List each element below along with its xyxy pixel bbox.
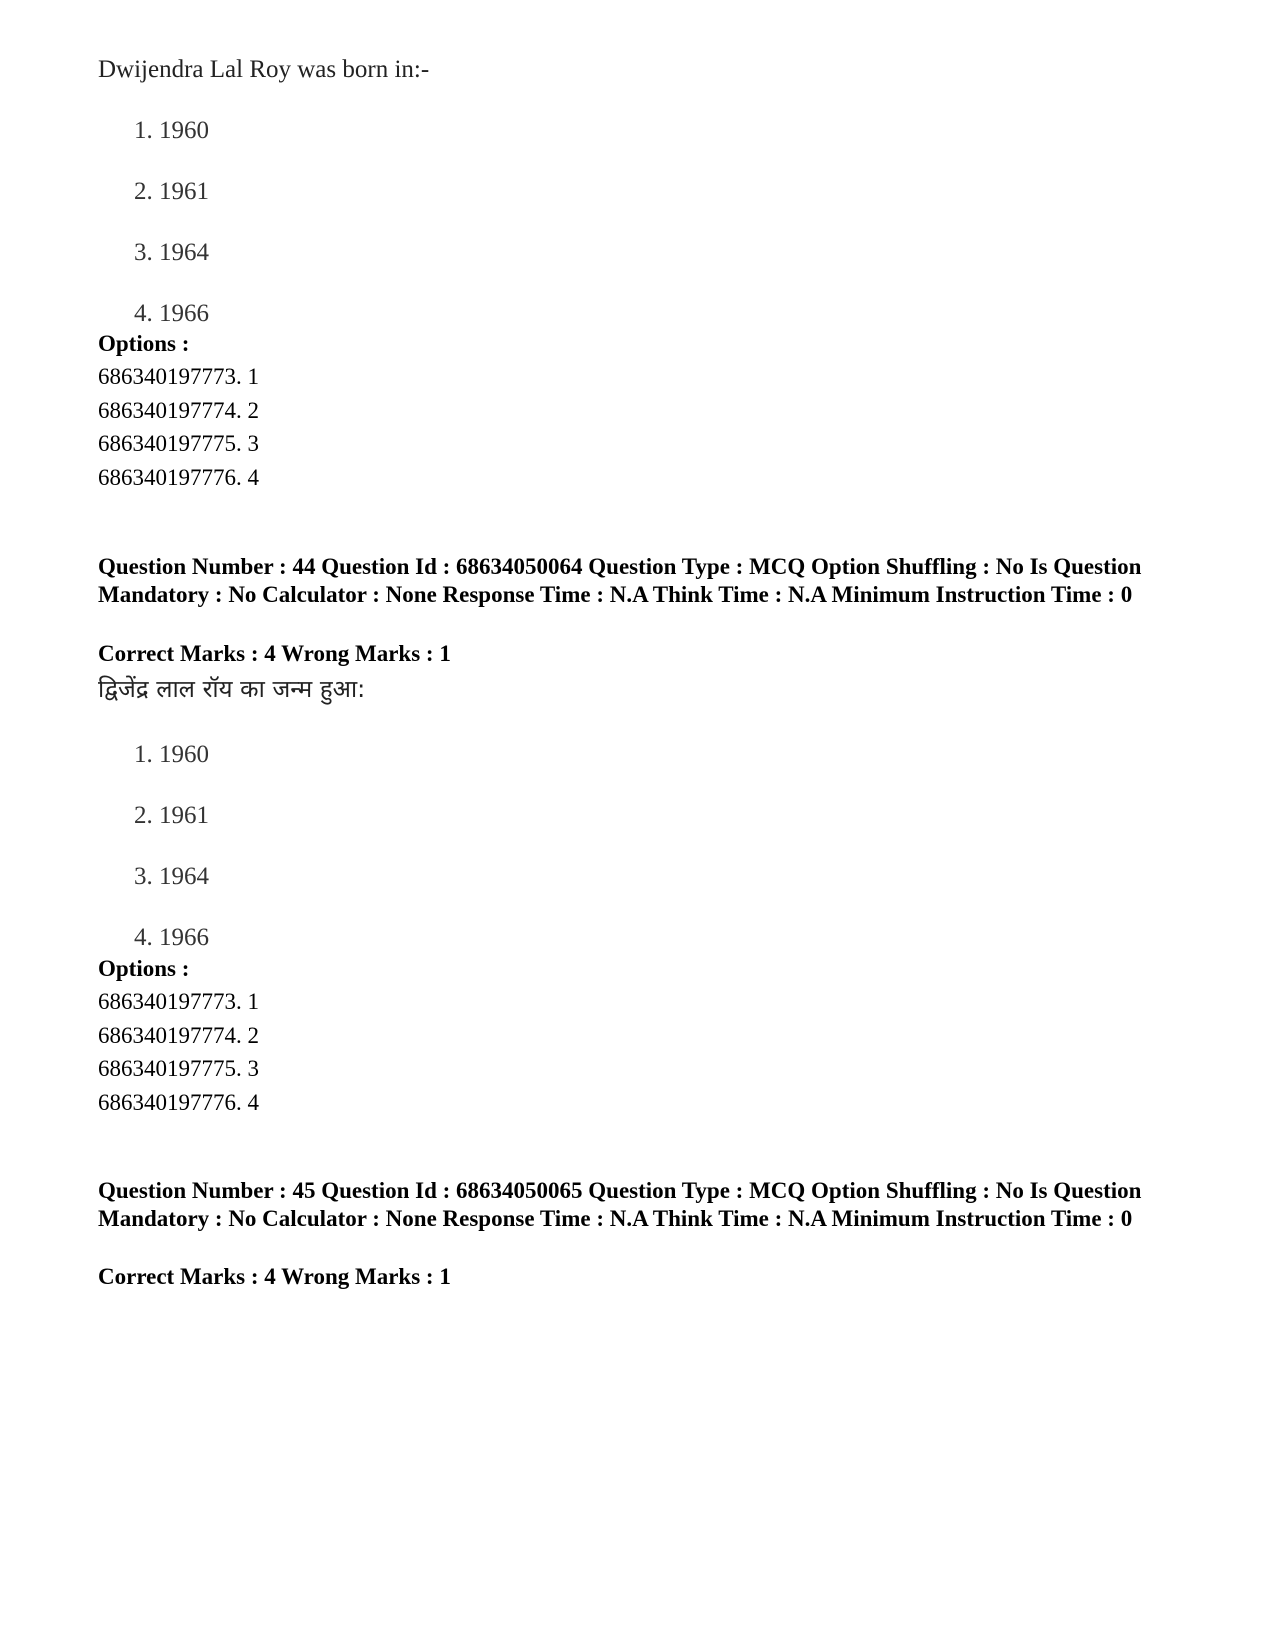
question-44-meta: Question Number : 44 Question Id : 68634050064 Question Type : MCQ Option Shuffling : No Is Question Mandatory : No Calculator : None Response Time : N.A Think Time : N.A Minimum Instruction Time : 0 [98,554,1142,607]
option-row: 686340197775. 3 [98,431,259,456]
choice-item: 4. 1966 [134,924,209,951]
option-row: 686340197776. 4 [98,464,259,490]
option-row: 686340197775. 3 [98,1056,259,1081]
question-stem: द्विजेंद्र लाल रॉय का जन्म हुआ: [98,675,366,703]
options-list [98,985,259,1119]
option-row: 686340197776. 4 [98,1089,259,1115]
options-heading: Options : [98,331,190,356]
options-list [98,360,259,494]
option-row: 686340197773. 1 [98,364,259,389]
options-heading: Options : [98,956,190,981]
question-45-marks: Correct Marks : 4 Wrong Marks : 1 [98,1264,451,1289]
choice-item: 2. 1961 [134,178,209,205]
choice-item: 1. 1960 [134,741,209,768]
question-44-marks: Correct Marks : 4 Wrong Marks : 1 [98,641,451,666]
choice-item: 3. 1964 [134,863,209,890]
choice-item: 1. 1960 [134,117,209,144]
choice-item: 2. 1961 [134,802,209,829]
choice-item: 3. 1964 [134,239,209,266]
option-row: 686340197774. 2 [98,1022,259,1048]
question-stem: Dwijendra Lal Roy was born in:- [98,56,430,83]
option-row: 686340197773. 1 [98,989,259,1014]
choice-item: 4. 1966 [134,300,209,327]
option-row: 686340197774. 2 [98,397,259,423]
question-45-meta: Question Number : 45 Question Id : 68634050065 Question Type : MCQ Option Shuffling : No Is Question Mandatory : No Calculator : None Response Time : N.A Think Time : N.A Minimum Instruction Time : 0 [98,1178,1142,1231]
